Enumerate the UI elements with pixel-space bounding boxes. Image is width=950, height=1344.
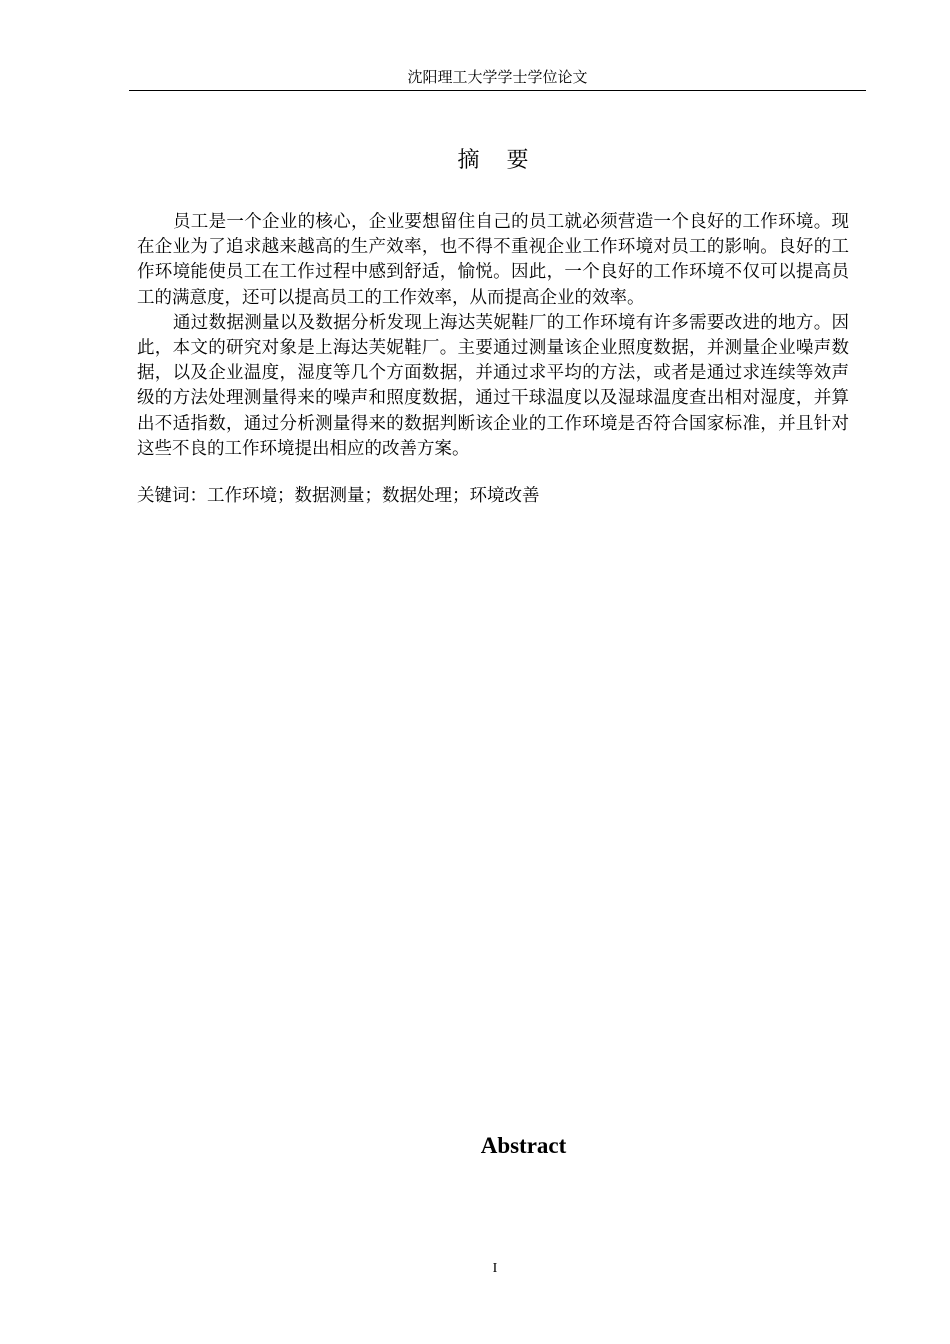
keywords-line: 关键词：工作环境；数据测量；数据处理；环境改善 — [137, 486, 540, 506]
abstract-cn-body — [137, 210, 849, 462]
page-header — [129, 67, 866, 91]
thesis-header-title: 沈阳理工大学学士学位论文 — [407, 68, 588, 86]
abstract-en-title: Abstract — [480, 1133, 567, 1158]
abstract-paragraph-1: 员工是一个企业的核心，企业要想留住自己的员工就必须营造一个良好的工作环境。现在企业为了追求越来越高的生产效率，也不得不重视企业工作环境对员工的影响。良好的工作环境能使员工在工作过程中感到舒适，愉悦。因此，一个良好的工作环境不仅可以提高员工的满意度，还可以提高员工的工作效率，从而提高企业的效率。 — [137, 212, 849, 308]
page-number: I — [492, 1261, 498, 1276]
abstract-cn-title: 摘 要 — [457, 148, 539, 173]
abstract-paragraph-2: 通过数据测量以及数据分析发现上海达芙妮鞋厂的工作环境有许多需要改进的地方。因此，本文的研究对象是上海达芙妮鞋厂。主要通过测量该企业照度数据，并测量企业噪声数据，以及企业温度，湿度等几个方面数据，并通过求平均的方法，或者是通过求连续等效声级的方法处理测量得来的噪声和照度数据，通过干球温度以及湿球温度查出相对湿度，并算出不适指数，通过分析测量得来的数据判断该企业的工作环境是否符合国家标准，并且针对这些不良的工作环境提出相应的改善方案。 — [137, 312, 849, 459]
